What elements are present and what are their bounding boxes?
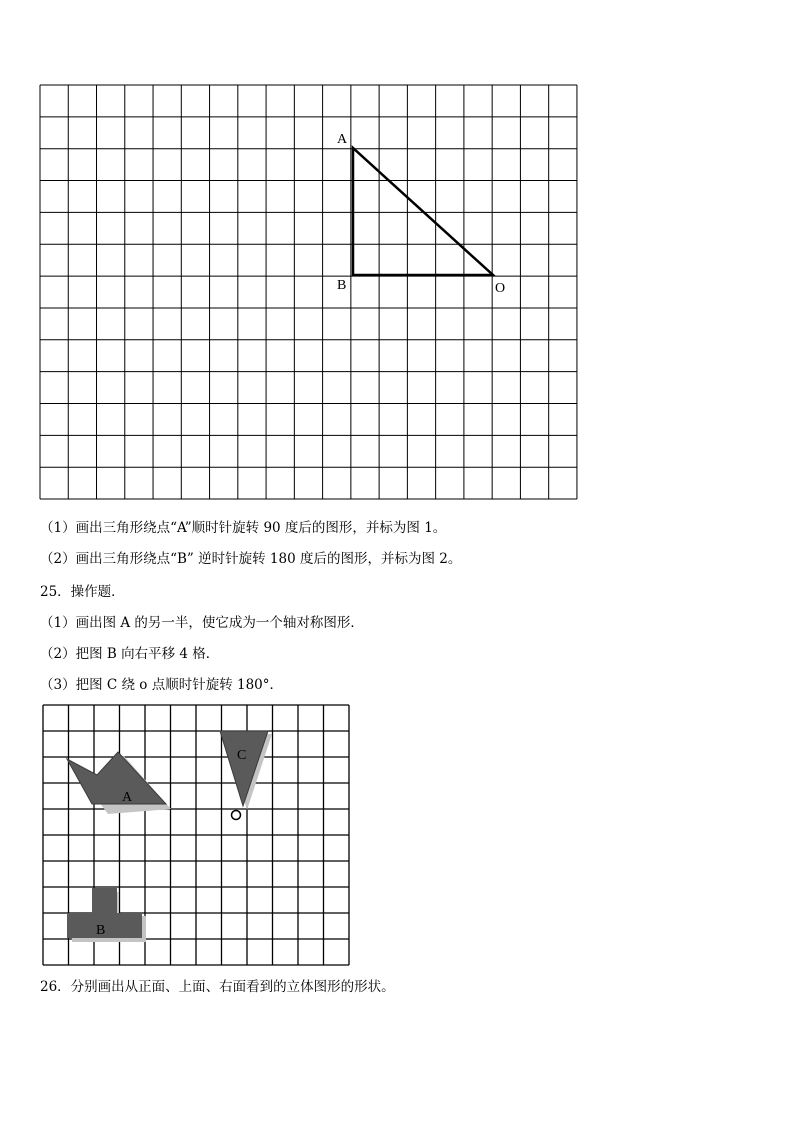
point-o: [232, 811, 241, 820]
figure-2-grid: [0, 700, 794, 970]
label-b: B: [96, 923, 106, 938]
question-24-2: （2）画出三角形绕点“B” 逆时针旋转 180 度后的图形，并标为图 2。: [40, 551, 462, 567]
label-a: A: [122, 790, 133, 805]
question-25-2: （2）把图 B 向右平移 4 格．: [40, 646, 220, 662]
question-26-title: 26．分别画出从正面、上面、右面看到的立体图形的形状。: [40, 979, 395, 995]
question-25-title: 25．操作题．: [40, 584, 125, 600]
label-c: C: [237, 748, 247, 763]
question-25-1: （1）画出图 A 的另一半，使它成为一个轴对称图形．: [40, 615, 364, 631]
shape-a: [67, 752, 166, 804]
label-b: B: [337, 278, 347, 293]
triangle-abo: [353, 148, 493, 275]
label-a: A: [337, 132, 348, 147]
question-24-1: （1）画出三角形绕点“A”顺时针旋转 90 度后的图形，并标为图 1。: [40, 520, 447, 536]
shape-c: [220, 731, 268, 806]
question-25-3: （3）把图 C 绕 o 点顺时针旋转 180°．: [40, 677, 284, 693]
figure-1-grid: [0, 0, 794, 510]
label-o: O: [495, 281, 506, 296]
